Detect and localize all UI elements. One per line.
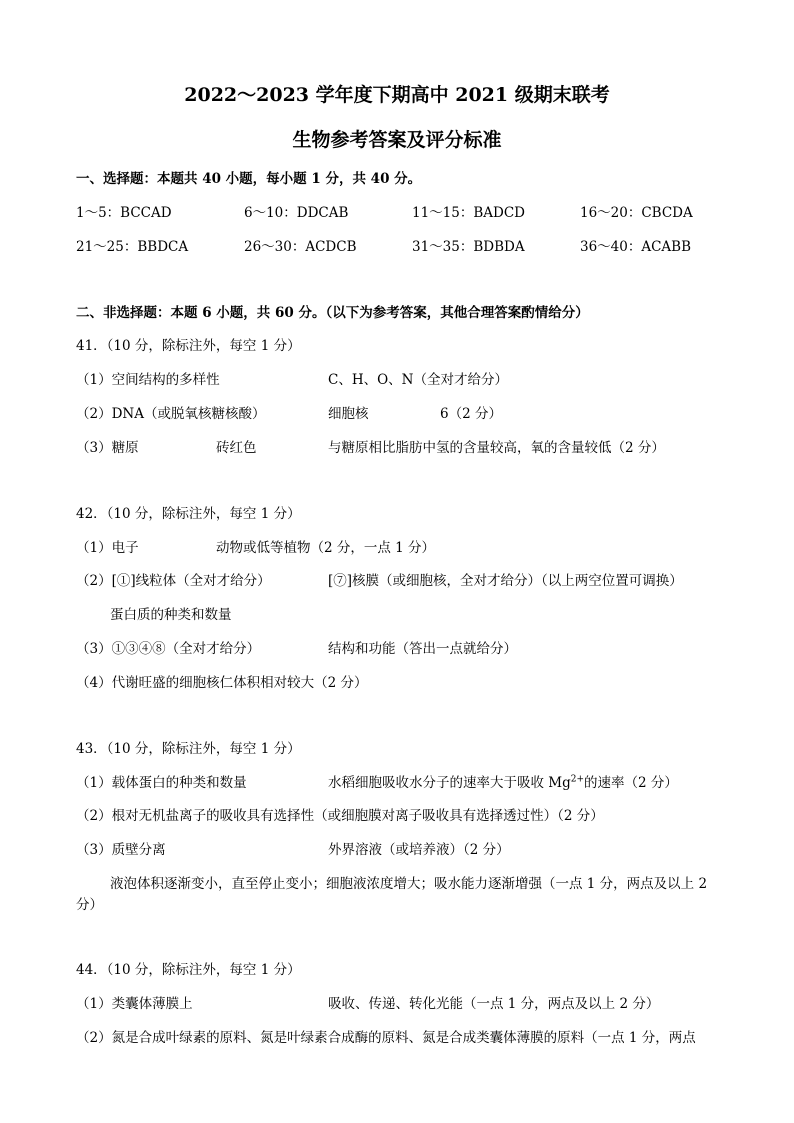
answer-group: 11～15：BADCD xyxy=(412,205,526,221)
q41-answer: 6（2 分） xyxy=(440,406,502,422)
q43-answer: 液泡体积逐渐变小，直至停止变小；细胞液浓度增大；吸水能力逐渐增强（一点 1 分，两点及以上 2 xyxy=(110,876,708,892)
answer-group: 36～40：ACABB xyxy=(580,239,692,255)
section1-heading: 一、选择题：本题共 40 小题，每小题 1 分，共 40 分。 xyxy=(76,171,422,187)
ion-charge: 2+ xyxy=(570,774,585,785)
q44-answer: 吸收、传递、转化光能（一点 1 分，两点及以上 2 分） xyxy=(328,996,660,1012)
q41-answer: 与糖原相比脂肪中氢的含量较高，氧的含量较低（2 分） xyxy=(328,440,665,456)
q42-answer: [⑦]核膜（或细胞核，全对才给分）（以上两空位置可调换） xyxy=(328,573,683,589)
q43-answer xyxy=(328,771,678,791)
document-subtitle: 生物参考答案及评分标准 xyxy=(292,129,502,151)
q41-header: 41．（10 分，除标注外，每空 1 分） xyxy=(76,338,301,354)
section2-heading: 二、非选择题：本题 6 小题，共 60 分。（以下为参考答案，其他合理答案酌情给分） xyxy=(76,305,589,321)
q42-answer: （3）①③④⑧（全对才给分） xyxy=(76,641,261,657)
answer-group: 31～35：BDBDA xyxy=(412,239,525,255)
answer-group: 6～10：DDCAB xyxy=(244,205,349,221)
q42-answer: 结构和功能（答出一点就给分） xyxy=(328,641,517,657)
q43-answer: 分） xyxy=(76,897,103,913)
q44-header: 44．（10 分，除标注外，每空 1 分） xyxy=(76,962,301,978)
q41-answer: （2）DNA（或脱氧核糖核酸） xyxy=(76,406,266,422)
answer-group: 26～30：ACDCB xyxy=(244,239,357,255)
document-title: 2022～2023 学年度下期高中 2021 级期末联考 xyxy=(184,84,610,106)
q43-answer: （2）根对无机盐离子的吸收具有选择性（或细胞膜对离子吸收具有选择透过性）（2 分） xyxy=(76,808,604,824)
answer-group: 16～20：CBCDA xyxy=(580,205,693,221)
q41-answer: （3）糖原 xyxy=(76,440,139,456)
q42-answer: （2）[①]线粒体（全对才给分） xyxy=(76,573,271,589)
q43-answer-text: 水稻细胞吸收水分子的速率大于吸收 Mg xyxy=(328,775,571,791)
q42-answer: 动物或低等植物（2 分，一点 1 分） xyxy=(216,540,436,556)
answer-group: 1～5：BCCAD xyxy=(76,205,172,221)
q41-answer: C、H、O、N（全对才给分） xyxy=(328,372,508,388)
q41-answer: （1）空间结构的多样性 xyxy=(76,372,220,388)
q43-answer: 外界溶液（或培养液）（2 分） xyxy=(328,842,510,858)
q43-answer: （3）质壁分离 xyxy=(76,842,166,858)
q41-answer: 细胞核 xyxy=(328,406,369,422)
q42-answer: 蛋白质的种类和数量 xyxy=(110,607,232,623)
q43-header: 43．（10 分，除标注外，每空 1 分） xyxy=(76,741,301,757)
q43-answer-text: 的速率（2 分） xyxy=(584,775,678,791)
q42-answer: （1）电子 xyxy=(76,540,139,556)
q44-answer: （1）类囊体薄膜上 xyxy=(76,996,193,1012)
q42-answer: （4）代谢旺盛的细胞核仁体积相对较大（2 分） xyxy=(76,675,368,691)
q41-answer: 砖红色 xyxy=(216,440,257,456)
q44-answer: （2）氮是合成叶绿素的原料、氮是叶绿素合成酶的原料、氮是合成类囊体薄膜的原料（一点 1 分，两点 xyxy=(76,1030,696,1046)
q42-header: 42．（10 分，除标注外，每空 1 分） xyxy=(76,506,301,522)
answer-group: 21～25：BBDCA xyxy=(76,239,189,255)
q43-answer: （1）载体蛋白的种类和数量 xyxy=(76,775,247,791)
